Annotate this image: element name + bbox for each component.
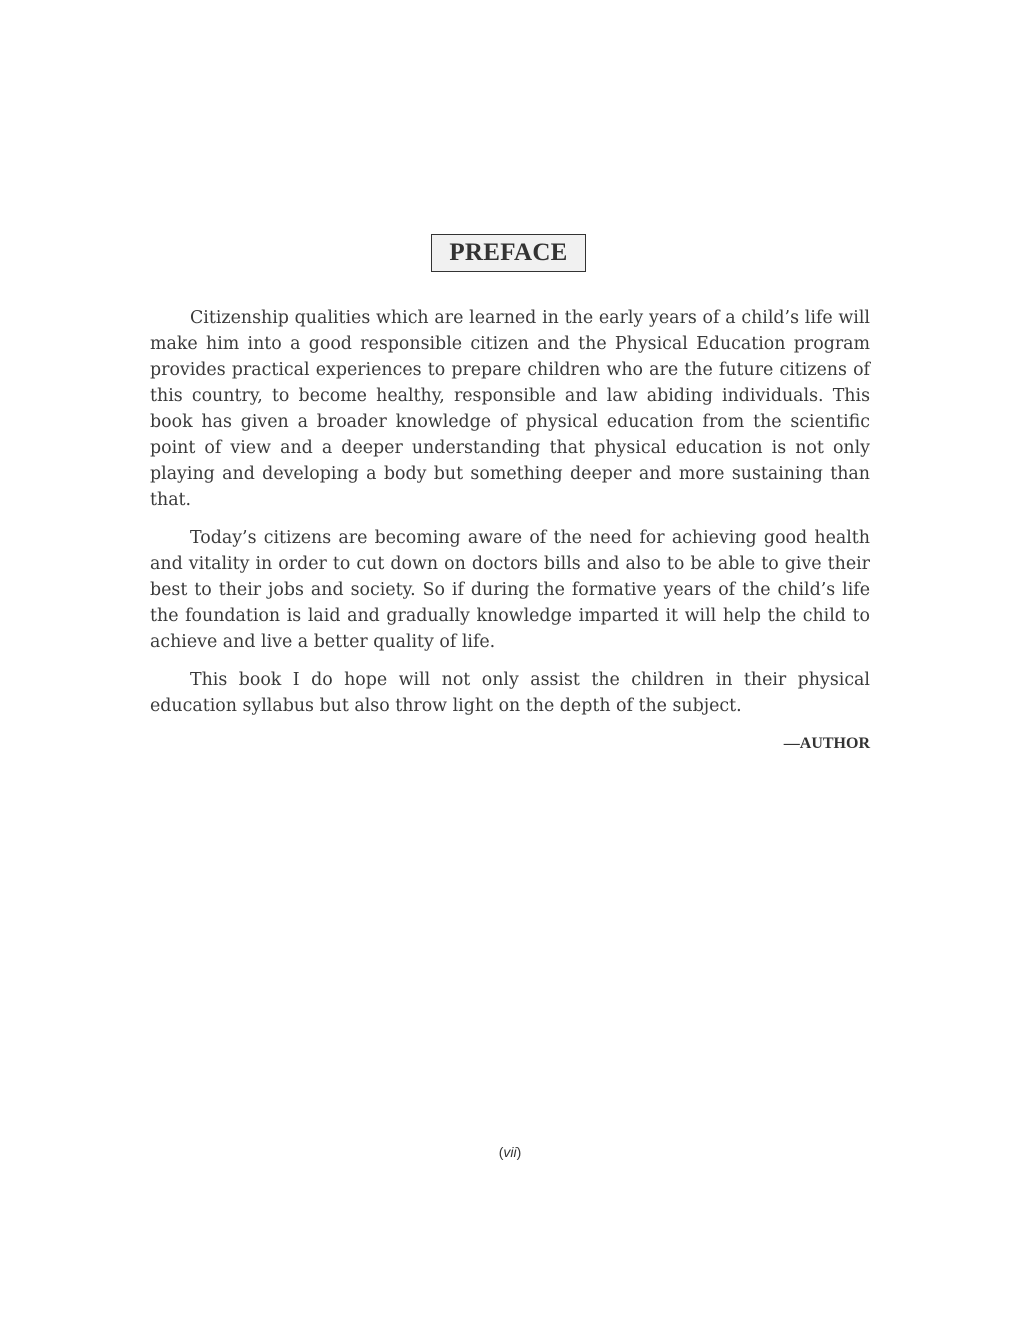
preface-body — [150, 305, 870, 753]
author-signature: —AUTHOR — [783, 735, 870, 752]
paragraph-3: This book I do hope will not only assist the children in their physical education syllabus but also throw light on the depth of the subject. — [150, 670, 870, 716]
paragraph-2: Today’s citizens are becoming aware of the need for achieving good health and vitality in order to cut down on doctors bills and also to be able to give their best to their jobs and society. So if during the formative years of the child’s life the foundation is laid and gradually knowledge imparted it will help the child to achieve and live a better quality of life. — [150, 528, 870, 652]
paragraph-1: Citizenship qualities which are learned in the early years of a child’s life will make him into a good responsible citizen and the Physical Education program provides practical experiences to prepare children who are the future citizens of this country, to become healthy, responsible and law abiding individuals. This book has given a broader knowledge of physical education from the scientific point of view and a deeper understanding that physical education is not only playing and developing a body but something deeper and more sustaining than that. — [150, 308, 870, 510]
page-title: PREFACE — [449, 239, 568, 266]
page-number — [0, 1144, 1020, 1160]
title-box — [431, 234, 586, 272]
page-number-open-paren: ( — [498, 1144, 504, 1160]
page-number-close-paren: ) — [516, 1144, 522, 1160]
page-number-value: vii — [503, 1144, 517, 1160]
